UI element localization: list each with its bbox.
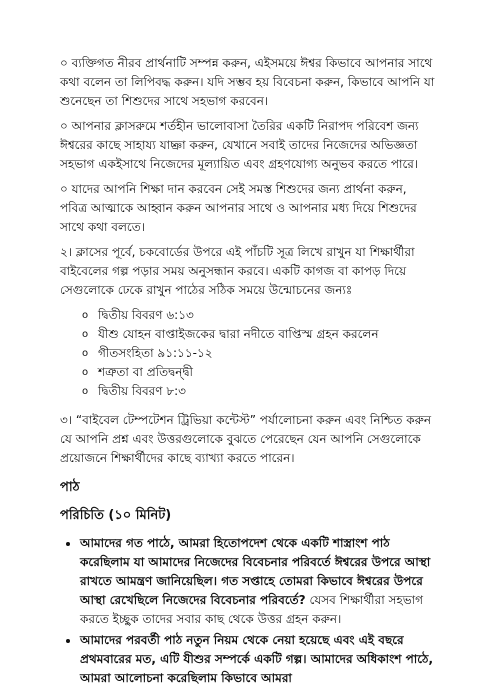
clue-item: o দ্বিতীয় বিবরণ ৬:১৩ — [82, 306, 437, 325]
section-heading: পাঠ — [60, 480, 80, 495]
bullet-item — [80, 534, 437, 629]
clue-item: o দ্বিতীয় বিবরণ ৮:৩ — [82, 382, 437, 401]
clue-item: o গীতসংহিতা ৯১:১১-১২ — [82, 344, 437, 363]
intro-bullets — [60, 534, 437, 688]
bullet-normal-text: যেসব শিক্ষার্থীরা সহভাগ করতে ইচ্ছুক তাদের সবার কাছ থেকে উত্তর গ্রহন করুন। — [80, 593, 424, 626]
paragraph-clues-intro: ২। ক্লাসের পূর্বে, চকবোর্ডের উপরে এই পাঁচটি সূত্র লিখে রাখুন যা শিক্ষার্থীরা বাইবেলের গল্প পড়ার সময় অনুসন্ধান করবে। একটি কাগজ বা কাপড় দিয়ে সেগুলোকে ঢেকে রাখুন পাঠের সঠিক সময়ে উন্মোচনের জন্যঃ — [60, 245, 415, 297]
paragraph-pray-children: ০ যাদের আপনি শিক্ষা দান করবেন সেই সমস্ত শিশুদের জন্য প্রার্থনা করুন, পবিত্র আত্মাকে আহ্বান করুন আপনার সাথে ও আপনার মধ্য দিয়ে শিশুদের সাথে কথা বলতে। — [60, 182, 417, 234]
clue-item: o যীশু যোহন বাপ্তাইজকের দ্বারা নদীতে বাপ্তিস্ম গ্রহন করলেন — [82, 325, 437, 344]
paragraph-trivia-review: ৩। “বাইবেল টেম্পটেশন ট্রিভিয়া কন্টেস্ট” পর্যালোচনা করুন এবং নিশ্চিত করুন যে আপনি প্রশ্ন এবং উত্তরগুলোকে বুঝতে পেরেছেন যেন আপনি সেগুলোকে প্রয়োজনে শিক্ষার্থীদের কাছে ব্যাখ্যা করতে পারেন। — [60, 413, 432, 465]
clue-list — [60, 306, 437, 401]
bullet-bold-text: আমাদের গত পাঠে, আমরা হিতোপদেশ থেকে একটি শাস্ত্রাংশ পাঠ করেছিলাম যা আমাদের নিজেদের বিবেচনার পরিবর্তে ঈশ্বরের উপরে আস্থা রাখতে আমন্ত্রণ জানিয়েছিল। গত সপ্তাহে তোমরা কিভাবে ঈশ্বরের উপরে আস্থা রেখেছিলে নিজেদের বিবেচনার পরিবর্তে? — [80, 536, 431, 607]
sub-heading: পরিচিতি (১০ মিনিট) — [60, 508, 172, 523]
paragraph-pray-silent: ০ ব্যক্তিগত নীরব প্রার্থনাটি সম্পন্ন করুন, এইসময়ে ঈশ্বর কিভাবে আপনার সাথে কথা বলেন তা লিপিবদ্ধ করুন। যদি সম্ভব হয় বিবেচনা করুন, কিভাবে আপনি যা শুনেছেন তা শিশুদের সাথে সহভাগ করবেন। — [60, 56, 435, 108]
paragraph-pray-classroom: ০ আপনার ক্লাসরুমে শর্তহীন ভালোবাসা তৈরির একটি নিরাপদ পরিবেশ জন্য ঈশ্বরের কাছে সাহায্য যাচ্ঞা করুন, যেখানে সবাই তাদের নিজেদের অভিজ্ঞতা সহভাগ একইসাথে নিজেদের মূল্যায়িত এবং গ্রহণযোগ্য অনুভব করতে পারে। — [60, 119, 419, 171]
clue-item: o শত্রুতা বা প্রতিদ্বন্দ্বী — [82, 363, 437, 382]
bullet-bold-text: আমাদের পরবর্তী পাঠ নতুন নিয়ম থেকে নেয়া হয়েছে এবং এই বছরে প্রথমবারের মত, এটি যীশুর সম্পর্কে একটি গল্প। আমাদের অধিকাংশ পাঠে, আমরা আলোচনা করেছিলাম কিভাবে আমরা — [80, 633, 434, 685]
bullet-item — [80, 631, 437, 688]
